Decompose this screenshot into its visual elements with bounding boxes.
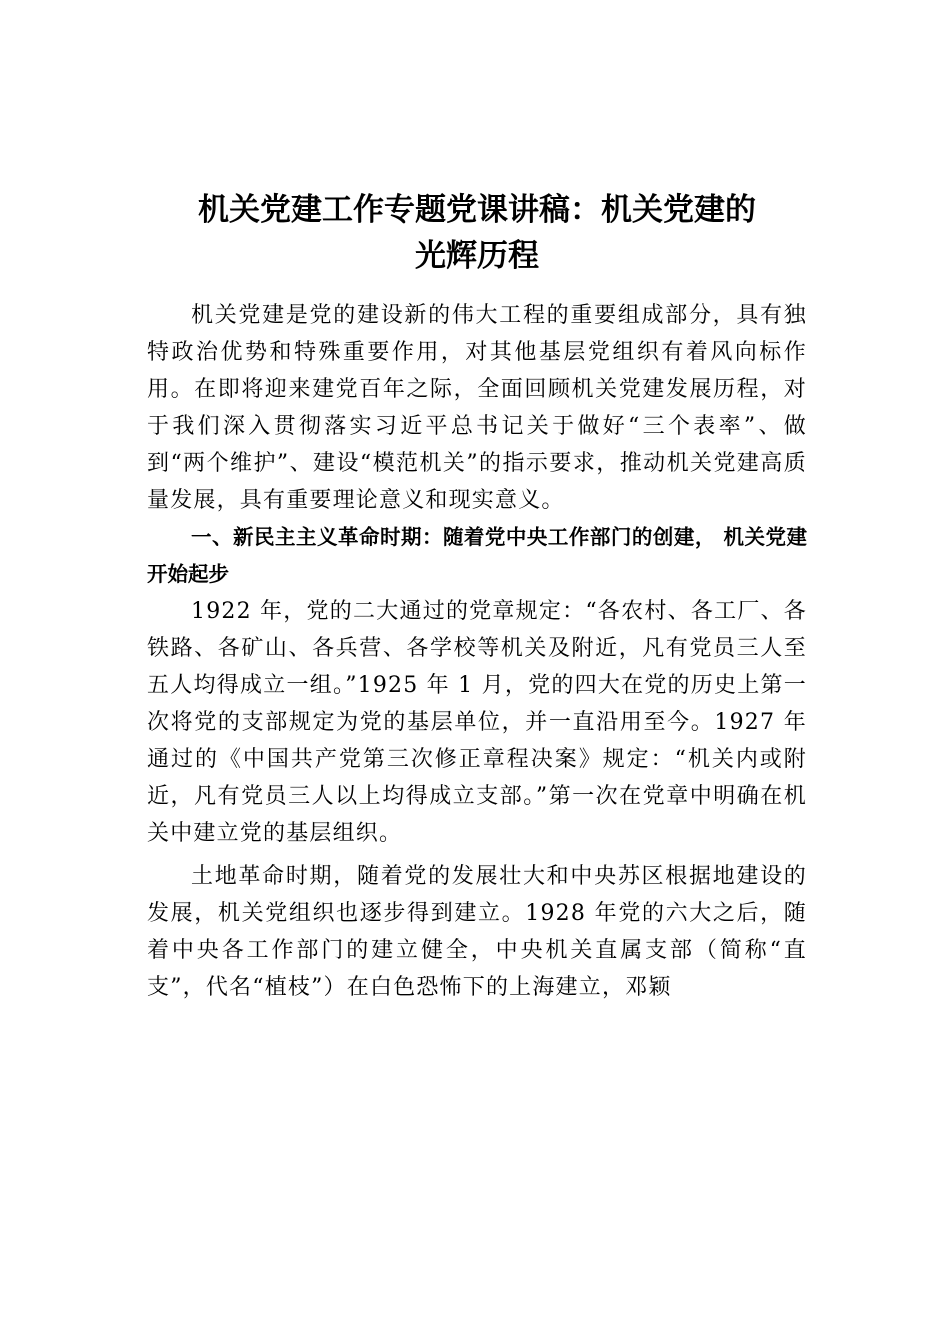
document-title [147,187,807,279]
intro-paragraph: 机关党建是党的建设新的伟大工程的重要组成部分，具有独特政治优势和特殊重要作用，对其他基层党组织有着风向标作用。在即将迎来建党百年之际，全面回顾机关党建发展历程，对于我们深入贯彻落实习近平总书记关于做好“三个表率”、做到“两个维护”、建设“模范机关”的指示要求，推动机关党建高质量发展，具有重要理论意义和现实意义。 [147,303,807,513]
document-body [147,297,807,1006]
title-line-1: 机关党建工作专题党课讲稿：机关党建的 [198,192,756,228]
section-1-paragraph-1: 1922 年，党的二大通过的党章规定：“各农村、各工厂、各铁路、各矿山、各兵营、各学校等机关及附近，凡有党员三人至五人均得成立一组。”1925 年 1 月，党的四大在党的历史上第一次将党的支部规定为党的基层单位，并一直沿用至今。1927 年通过的《中国共产党第三次修正章程决案》规定：“机关内或附近，凡有党员三人以上均得成立支部。”第一次在党章中明确在机关中建立党的基层组织。 [147,599,807,846]
title-line-2: 光辉历程 [415,238,539,274]
section-1-paragraph-2: 土地革命时期，随着党的发展壮大和中央苏区根据地建设的发展，机关党组织也逐步得到建立。1928 年党的六大之后，随着中央各工作部门的建立健全，中央机关直属支部（简称“直支”，代名“植枝”）在白色恐怖下的上海建立，邓颖 [147,864,807,1000]
document-content [147,187,807,1006]
section-1-heading: 一、新民主主义革命时期：随着党中央工作部门的创建， 机关党建开始起步 [147,525,807,586]
